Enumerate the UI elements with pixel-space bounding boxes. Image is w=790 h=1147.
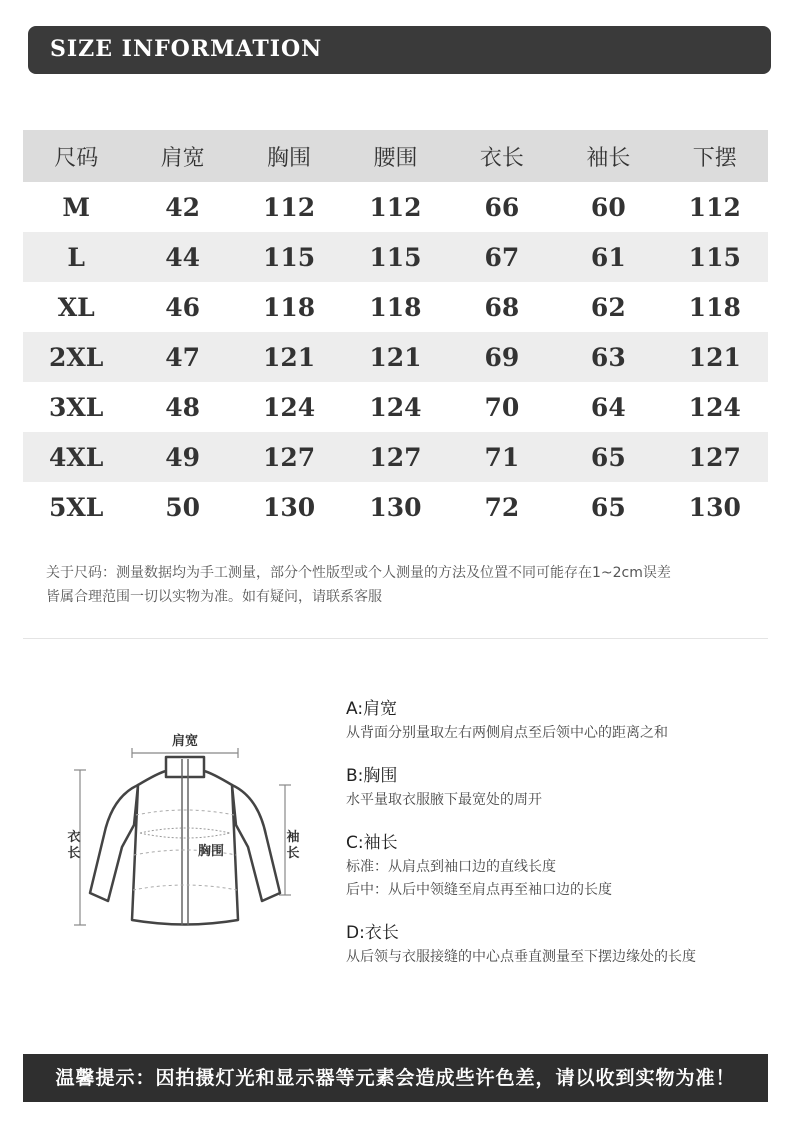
table-cell: 3XL (49, 392, 104, 422)
note-line: 关于尺码：测量数据均为手工测量，部分个性版型或个人测量的方法及位置不同可能存在1~2cm误差 (46, 565, 671, 581)
table-cell: 63 (555, 332, 661, 382)
table-cell: 124 (369, 392, 422, 422)
jacket-outline-icon (90, 757, 280, 925)
table-cell: 67 (449, 232, 555, 282)
table-cell: 127 (342, 432, 448, 482)
table-cell: 60 (590, 192, 626, 222)
table-cell: 115 (342, 232, 448, 282)
column-header: 衣长 (449, 130, 555, 182)
table-cell: 115 (236, 232, 342, 282)
table-cell: 121 (342, 332, 448, 382)
footer-tip: 温馨提示：因拍摄灯光和显示器等元素会造成些许色差，请以收到实物为准！ (55, 1067, 736, 1089)
divider (23, 638, 768, 639)
table-cell: 121 (662, 332, 768, 382)
definition-chest (346, 763, 776, 812)
table-cell: 118 (262, 292, 316, 322)
table-cell: 130 (262, 492, 316, 522)
table-cell: 66 (484, 192, 520, 222)
column-header: 腰围 (342, 130, 448, 182)
definition-title: A:肩宽 (346, 699, 398, 719)
table-cell: 72 (484, 492, 520, 522)
table-row (23, 432, 768, 482)
table-cell: 124 (262, 392, 316, 422)
table-cell: 124 (688, 392, 741, 422)
table-row (23, 182, 768, 232)
table-cell: 71 (449, 432, 555, 482)
table-cell: 127 (236, 432, 342, 482)
table-cell: L (23, 232, 129, 282)
table-cell: 65 (555, 432, 661, 482)
size-note (46, 561, 776, 609)
table-row (23, 332, 768, 382)
definition-text: 从后领与衣服接缝的中心点垂直测量至下摆边缘处的长度 (346, 949, 696, 965)
table-cell: 127 (662, 432, 768, 482)
definition-shoulder (346, 696, 776, 745)
definition-text: 水平量取衣服腋下最宽处的周开 (346, 792, 542, 808)
table-cell: 62 (590, 292, 626, 322)
column-header: 尺码 (23, 130, 129, 182)
table-cell: 130 (688, 492, 741, 522)
table-cell: 44 (129, 232, 235, 282)
table-cell: 61 (555, 232, 661, 282)
shoulder-label: 肩宽 (171, 734, 199, 749)
definition-title: B:胸围 (346, 766, 398, 786)
definition-title: D:衣长 (346, 923, 399, 943)
table-cell: 112 (688, 192, 741, 222)
definition-text: 后中：从后中领缝至肩点再至袖口边的长度 (346, 882, 612, 898)
table-row (23, 382, 768, 432)
footer-bar (23, 1054, 768, 1102)
table-header-row (23, 130, 768, 182)
definition-text: 从背面分别量取左右两侧肩点至后领中心的距离之和 (346, 725, 668, 741)
size-table (23, 130, 768, 532)
table-cell: 47 (129, 332, 235, 382)
table-cell: M (62, 192, 91, 222)
table-cell: 2XL (23, 332, 129, 382)
column-header: 肩宽 (129, 130, 235, 182)
table-cell: 118 (688, 292, 741, 322)
table-cell: 49 (129, 432, 235, 482)
column-header: 下摆 (662, 130, 768, 182)
table-cell: 48 (165, 392, 201, 422)
table-cell: 112 (262, 192, 316, 222)
table-row (23, 232, 768, 282)
table-cell: 68 (484, 292, 520, 322)
definition-sleeve (346, 830, 776, 902)
table-cell: 121 (236, 332, 342, 382)
title-bar (28, 26, 771, 74)
table-cell: 115 (662, 232, 768, 282)
column-header: 袖长 (555, 130, 661, 182)
definition-title: C:袖长 (346, 833, 398, 853)
table-cell: 112 (369, 192, 422, 222)
table-cell: 46 (165, 292, 201, 322)
length-label: 衣长 (67, 830, 81, 861)
table-row (23, 482, 768, 532)
table-cell: 65 (590, 492, 626, 522)
definition-length (346, 920, 776, 969)
table-cell: XL (57, 292, 95, 322)
table-cell: 118 (369, 292, 422, 322)
table-cell: 64 (590, 392, 626, 422)
table-cell: 130 (369, 492, 422, 522)
page-title: SIZE INFORMATION (50, 36, 323, 62)
definition-text: 标准：从肩点到袖口边的直线长度 (346, 859, 556, 875)
table-row (23, 282, 768, 332)
note-line: 皆属合理范围一切以实物为准。如有疑问，请联系客服 (46, 589, 382, 605)
chest-label: 胸围 (197, 844, 225, 859)
table-cell: 50 (165, 492, 201, 522)
table-cell: 5XL (49, 492, 104, 522)
column-header: 胸围 (236, 130, 342, 182)
measurement-definitions (346, 696, 776, 987)
sleeve-label: 袖长 (286, 830, 300, 861)
jacket-diagram (60, 715, 310, 955)
table-cell: 69 (449, 332, 555, 382)
table-cell: 4XL (23, 432, 129, 482)
table-cell: 42 (165, 192, 201, 222)
table-cell: 70 (484, 392, 520, 422)
